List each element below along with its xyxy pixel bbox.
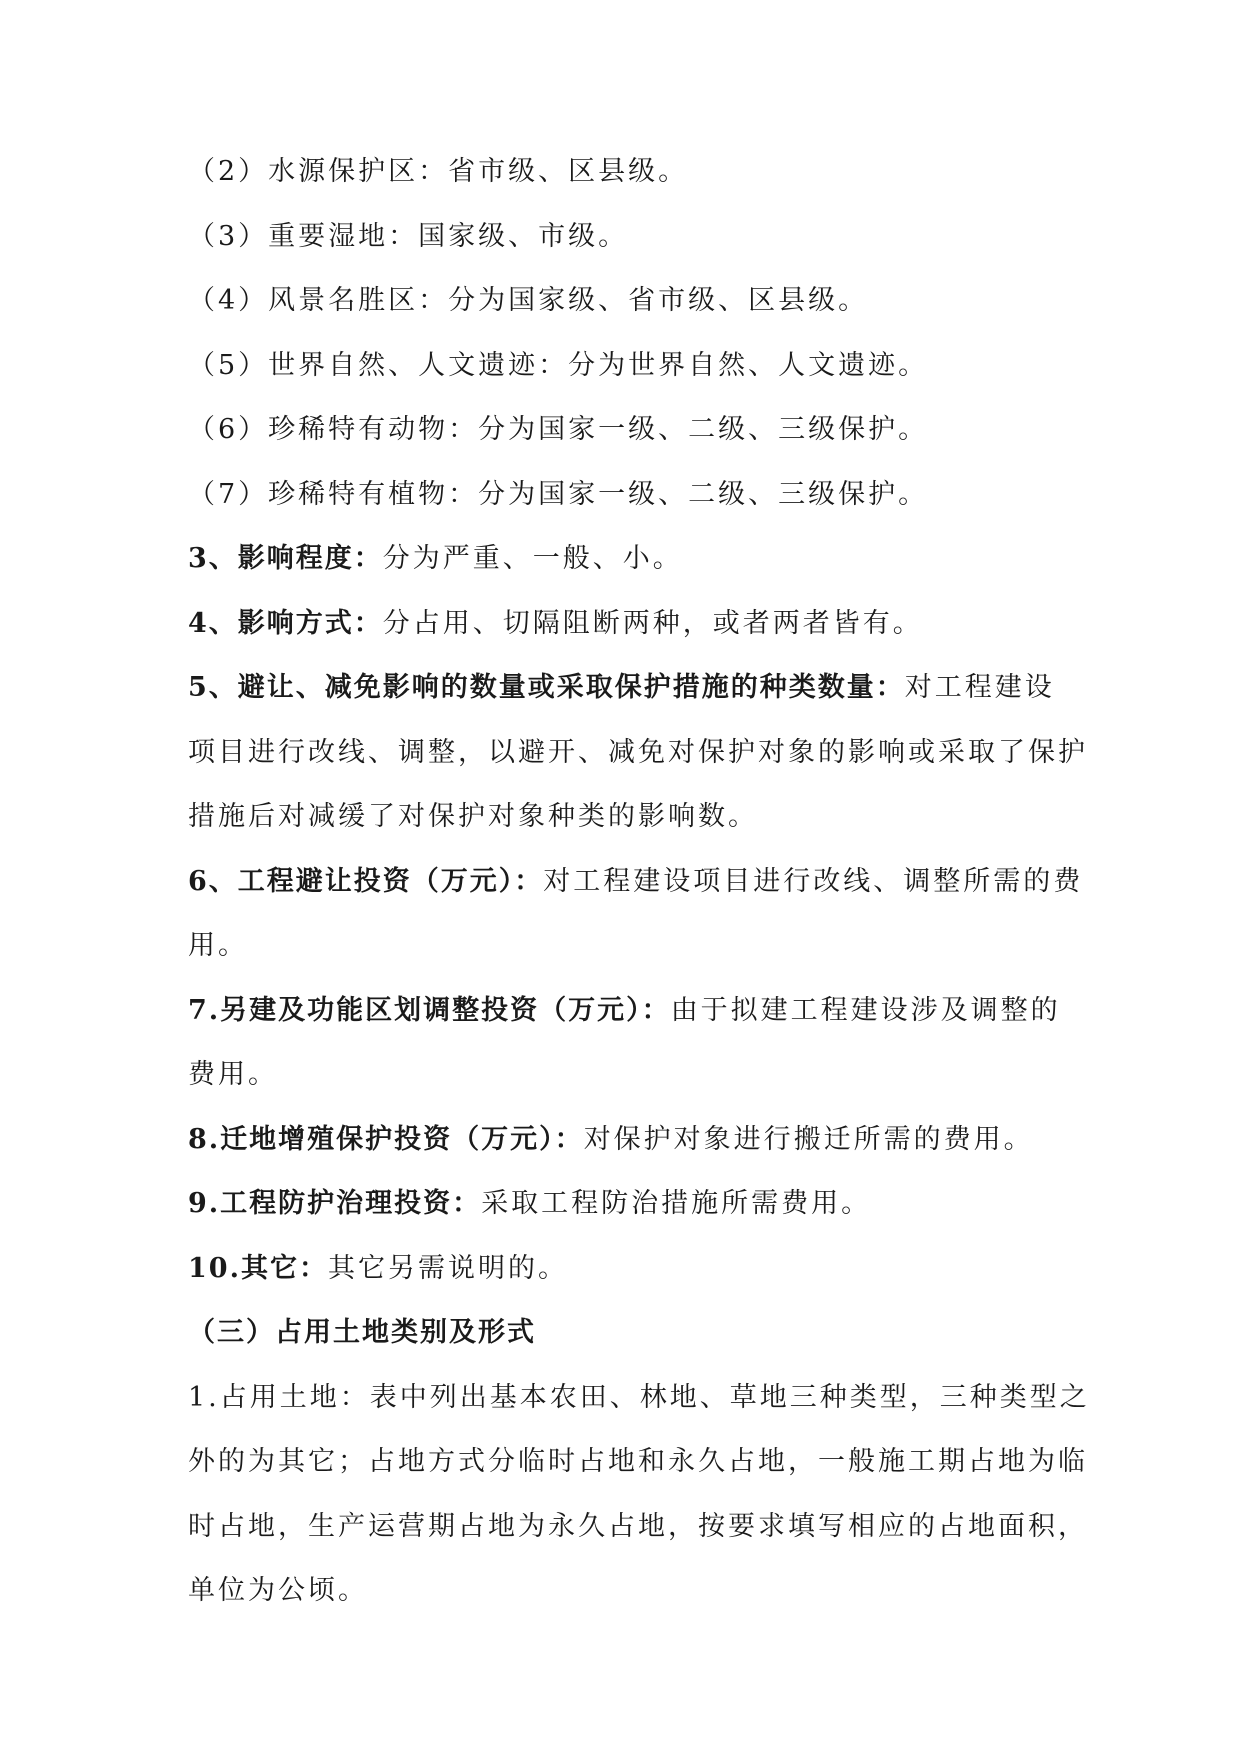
definition-relocation-investment [188, 1108, 1060, 1173]
paragraph-line: 单位为公顷。 [188, 1575, 368, 1606]
document-page [188, 140, 1090, 1624]
list-item: （2）水源保护区：省市级、区县级。 [188, 156, 689, 187]
definition-label: 8.迁地增殖保护投资（万元）： [188, 1123, 584, 1155]
definition-text: 采取工程防治措施所需费用。 [481, 1188, 872, 1219]
list-item: （3）重要湿地：国家级、市级。 [188, 220, 629, 252]
list-item: （4）风景名胜区：分为国家级、省市级、区县级。 [188, 285, 869, 316]
definition-text: 对保护对象进行搬迁所需的费用。 [583, 1123, 1034, 1155]
list-item: （6）珍稀特有动物：分为国家一级、二级、三级保护。 [188, 414, 929, 445]
definition-label: 9.工程防护治理投资： [188, 1188, 482, 1219]
paragraph-line: 1.占用土地：表中列出基本农田、林地、草地三种类型，三种类型之 [188, 1381, 1090, 1413]
definition-impact-mode [188, 592, 1060, 657]
paragraph-line: 时占地，生产运营期占地为永久占地，按要求填写相应的占地面积， [188, 1510, 1088, 1542]
paragraph-line: 外的为其它；占地方式分临时占地和永久占地，一般施工期占地为临 [188, 1446, 1088, 1477]
definition-label: 4、影响方式： [188, 607, 383, 639]
definition-label: 7.另建及功能区划调整投资（万元）： [188, 994, 671, 1026]
definition-protection-investment [188, 1172, 1060, 1237]
list-item: （7）珍稀特有植物：分为国家一级、二级、三级保护。 [188, 478, 929, 510]
definition-label: 3、影响程度： [188, 543, 383, 574]
definition-text: 由于拟建工程建设涉及调整的 [670, 994, 1061, 1026]
definition-text: 对工程建设项目进行改线、调整所需的费 [543, 865, 1084, 897]
definition-label: 5、避让、减免影响的数量或采取保护措施的种类数量： [188, 672, 905, 703]
definition-label: 6、工程避让投资（万元）： [188, 865, 544, 897]
paragraph-line: 费用。 [188, 1059, 278, 1090]
section-heading: （三）占用土地类别及形式 [188, 1317, 536, 1348]
definition-avoidance-count [188, 656, 1060, 721]
definition-label: 10.其它： [188, 1252, 328, 1284]
definition-other [188, 1237, 1060, 1302]
paragraph-line: 用。 [188, 930, 248, 961]
definition-text: 其它另需说明的。 [327, 1252, 568, 1284]
list-item: （5）世界自然、人文遗迹：分为世界自然、人文遗迹。 [188, 349, 929, 381]
definition-impact-degree [188, 527, 1060, 592]
definition-text: 分为严重、一般、小。 [382, 543, 683, 574]
definition-text: 分占用、切隔阻断两种，或者两者皆有。 [382, 607, 923, 639]
definition-text: 对工程建设 [904, 672, 1055, 703]
definition-rezoning-investment [188, 979, 1060, 1044]
paragraph-line: 措施后对减缓了对保护对象种类的影响数。 [188, 801, 758, 832]
paragraph-line: 项目进行改线、调整，以避开、减免对保护对象的影响或采取了保护 [188, 736, 1088, 768]
definition-avoidance-investment [188, 850, 1084, 915]
